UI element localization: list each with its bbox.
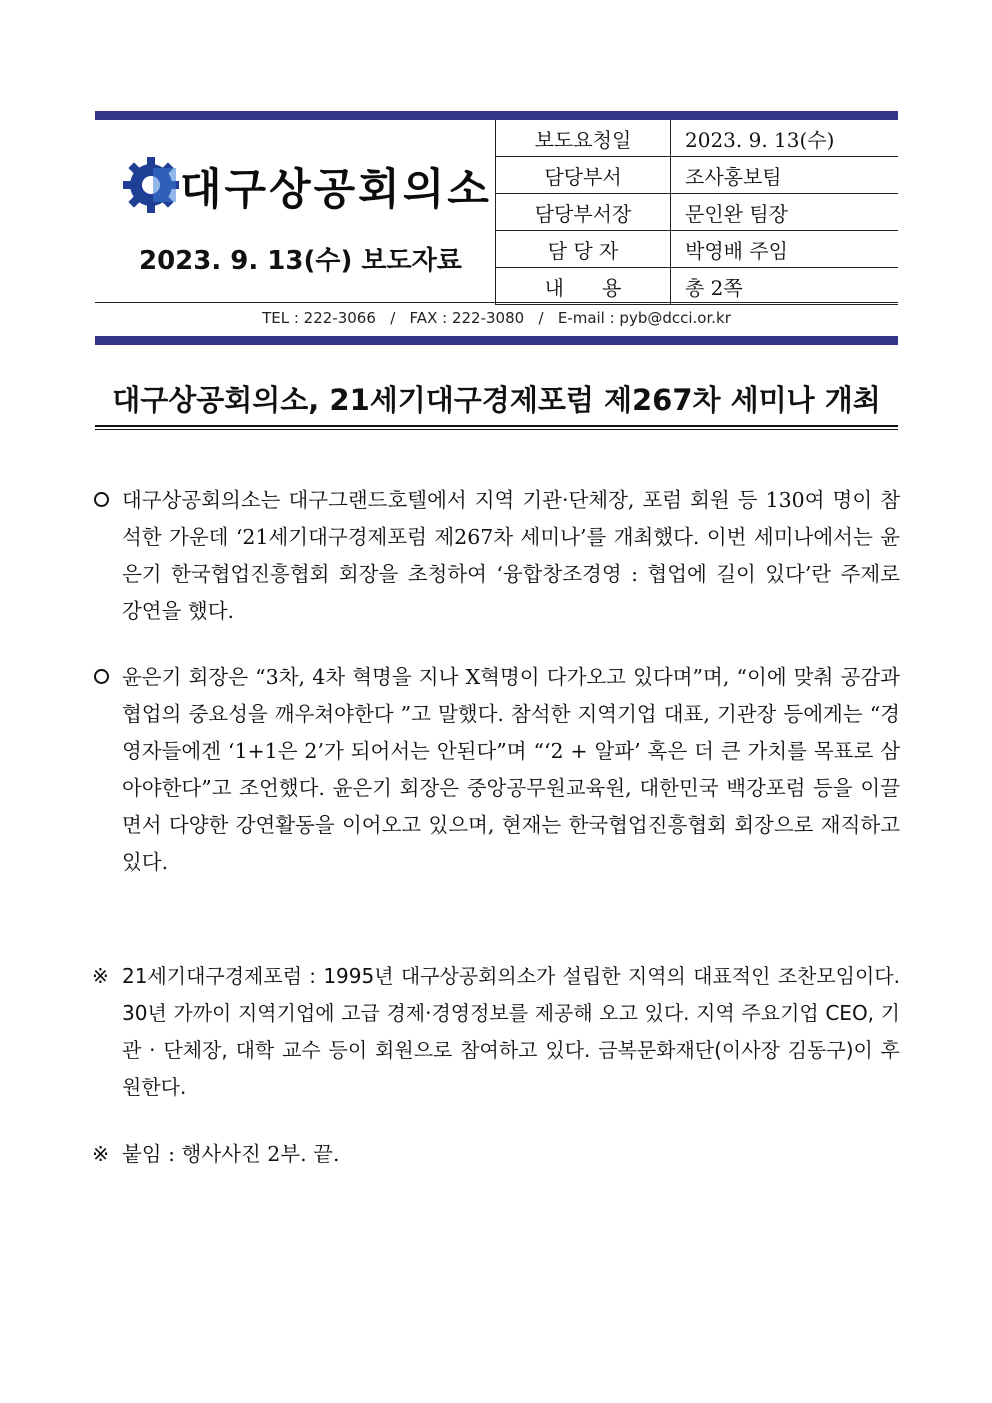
info-value: 총 2쪽 xyxy=(671,268,899,305)
info-key: 담당부서 xyxy=(496,157,671,194)
paragraph xyxy=(92,659,900,881)
org-logo xyxy=(120,150,500,220)
info-key: 내 용 xyxy=(496,268,671,305)
paragraph-text: 대구상공회의소는 대구그랜드호텔에서 지역 기관·단체장, 포럼 회원 등 130여 명이 참석한 가운데 ‘21세기대구경제포럼 제267차 세미나’를 개최했다. 이번 세미나에서는 윤은기 한국협업진흥협회 회장을 초청하여 ‘융합창조경영 : 협업에 길이 있다’란 주제로 강연을 했다. xyxy=(122,488,900,623)
release-date: 2023. 9. 13(수) 보도자료 xyxy=(139,246,462,276)
page-title: 대구상공회의소, 21세기대구경제포럼 제267차 세미나 개최 xyxy=(112,383,881,417)
attachment-paragraph xyxy=(92,1136,900,1173)
info-row xyxy=(496,268,899,305)
info-row xyxy=(496,157,899,194)
info-value: 박영배 주임 xyxy=(671,231,899,268)
paragraph-text: 윤은기 회장은 “3차, 4차 혁명을 지나 X혁명이 다가오고 있다며”며, “이에 맞춰 공감과 협업의 중요성을 깨우쳐야한다 ”고 말했다. 참석한 지역기업 대표, 기관장 등에게는 “경영자들에겐 ‘1+1은 2’가 되어서는 안된다”며 “‘2 + 알파’ 혹은 더 큰 가치를 목표로 삼아야한다”고 조언했다. 윤은기 회장은 중앙공무원교육원, 대한민국 백강포럼 등을 이끌면서 다양한 강연활동을 이어오고 있으며, 현재는 한국협업진흥협회 회장으로 재직하고 있다. xyxy=(122,665,900,874)
bullet-circle-icon xyxy=(92,659,120,696)
info-table xyxy=(495,120,898,305)
info-row xyxy=(496,120,899,157)
info-value: 문인완 팀장 xyxy=(671,194,899,231)
header-box xyxy=(95,120,898,302)
header-divider xyxy=(95,302,898,303)
info-row xyxy=(496,231,899,268)
paragraph xyxy=(92,482,900,630)
title-underline-thin xyxy=(95,429,898,430)
note-mark: ※ xyxy=(92,1142,110,1166)
gear-logo-icon xyxy=(120,154,182,216)
info-key: 보도요청일 xyxy=(496,120,671,157)
note-mark: ※ xyxy=(92,964,109,988)
info-value: 2023. 9. 13(수) xyxy=(671,120,899,157)
header-bottom-bar xyxy=(95,336,898,345)
attachment-text: 붙임 : 행사사진 2부. 끝. xyxy=(122,1142,340,1166)
info-key: 담 당 자 xyxy=(496,231,671,268)
info-key: 담당부서장 xyxy=(496,194,671,231)
bullet-circle-icon xyxy=(92,482,120,519)
contact-line: TEL : 222-3066 / FAX : 222-3080 / E-mail : pyb@dcci.or.kr xyxy=(262,309,731,327)
note-paragraph xyxy=(92,958,900,1106)
info-row xyxy=(496,194,899,231)
info-value: 조사홍보팀 xyxy=(671,157,899,194)
header-top-bar xyxy=(95,111,898,120)
org-name: 대구상공회의소 xyxy=(180,165,492,215)
title-underline xyxy=(95,425,898,427)
note-text: 21세기대구경제포럼 : 1995년 대구상공회의소가 설립한 지역의 대표적인 조찬모임이다. 30년 가까이 지역기업에 고급 경제·경영정보를 제공해 오고 있다. 지역 주요기업 CEO, 기관 · 단체장, 대학 교수 등이 회원으로 참여하고 있다. 금복문화재단(이사장 김동구)이 후원한다. xyxy=(122,964,900,1099)
logo-area xyxy=(95,120,495,302)
